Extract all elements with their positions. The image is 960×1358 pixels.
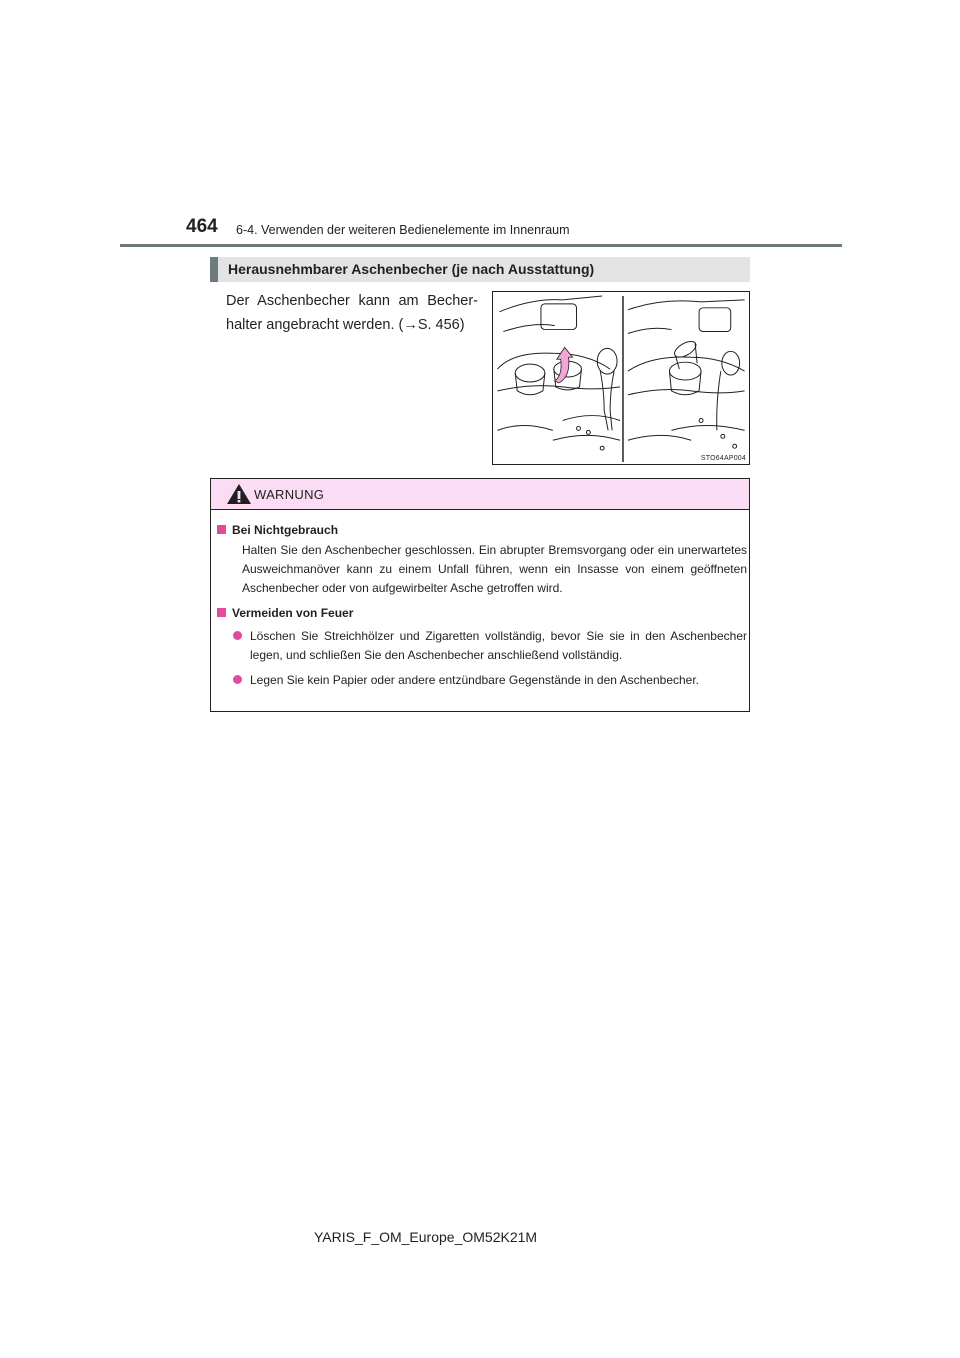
- intro-line-2: halter angebracht werden. (→S. 456): [226, 317, 465, 333]
- header-divider: [120, 244, 842, 247]
- warning-triangle-icon: [225, 482, 253, 506]
- warning-item-title: Bei Nichtgebrauch: [217, 521, 747, 540]
- section-heading: Herausnehmbarer Aschenbecher (je nach Ausstattung): [228, 261, 595, 277]
- round-bullet-icon: [233, 675, 242, 684]
- warning-item-text: Halten Sie den Aschenbecher geschlossen. Ein abrupter Bremsvorgang oder ein unerwartetes Ausweichmanöver kann zu einem Unfall führen, wenn ein Insasse von einem geöffneten Aschenbecher oder von aufgewirbelter Asche getroffen wird.: [242, 543, 747, 595]
- square-bullet-icon: [217, 525, 226, 534]
- warning-bullet: Löschen Sie Streichhölzer und Zigaretten vollständig, bevor Sie sie in den Aschenbecher legen, und schließen Sie den Aschenbecher anschließend vollständig.: [233, 627, 747, 665]
- ashtray-drawing: [493, 292, 749, 464]
- warning-header: [211, 479, 749, 510]
- section-heading-bar: [210, 257, 750, 282]
- intro-line-1: Der Aschenbecher kann am Becher-: [226, 293, 478, 309]
- warning-bullet: Legen Sie kein Papier oder andere entzündbare Gegenstände in den Aschenbecher.: [233, 671, 747, 690]
- warning-title: WARNUNG: [254, 487, 325, 502]
- round-bullet-icon: [233, 631, 242, 640]
- chapter-title: 6-4. Verwenden der weiteren Bedienelemente im Innenraum: [236, 223, 570, 237]
- figure-code: STO64AP004: [700, 455, 746, 462]
- warning-body: [217, 521, 747, 696]
- page-number: 464: [186, 216, 218, 237]
- intro-text: [226, 289, 478, 337]
- ashtray-illustration: [492, 291, 750, 465]
- square-bullet-icon: [217, 608, 226, 617]
- document-id: YARIS_F_OM_Europe_OM52K21M: [314, 1229, 538, 1245]
- warning-box: [210, 478, 750, 712]
- warning-item-title: Vermeiden von Feuer: [217, 604, 747, 623]
